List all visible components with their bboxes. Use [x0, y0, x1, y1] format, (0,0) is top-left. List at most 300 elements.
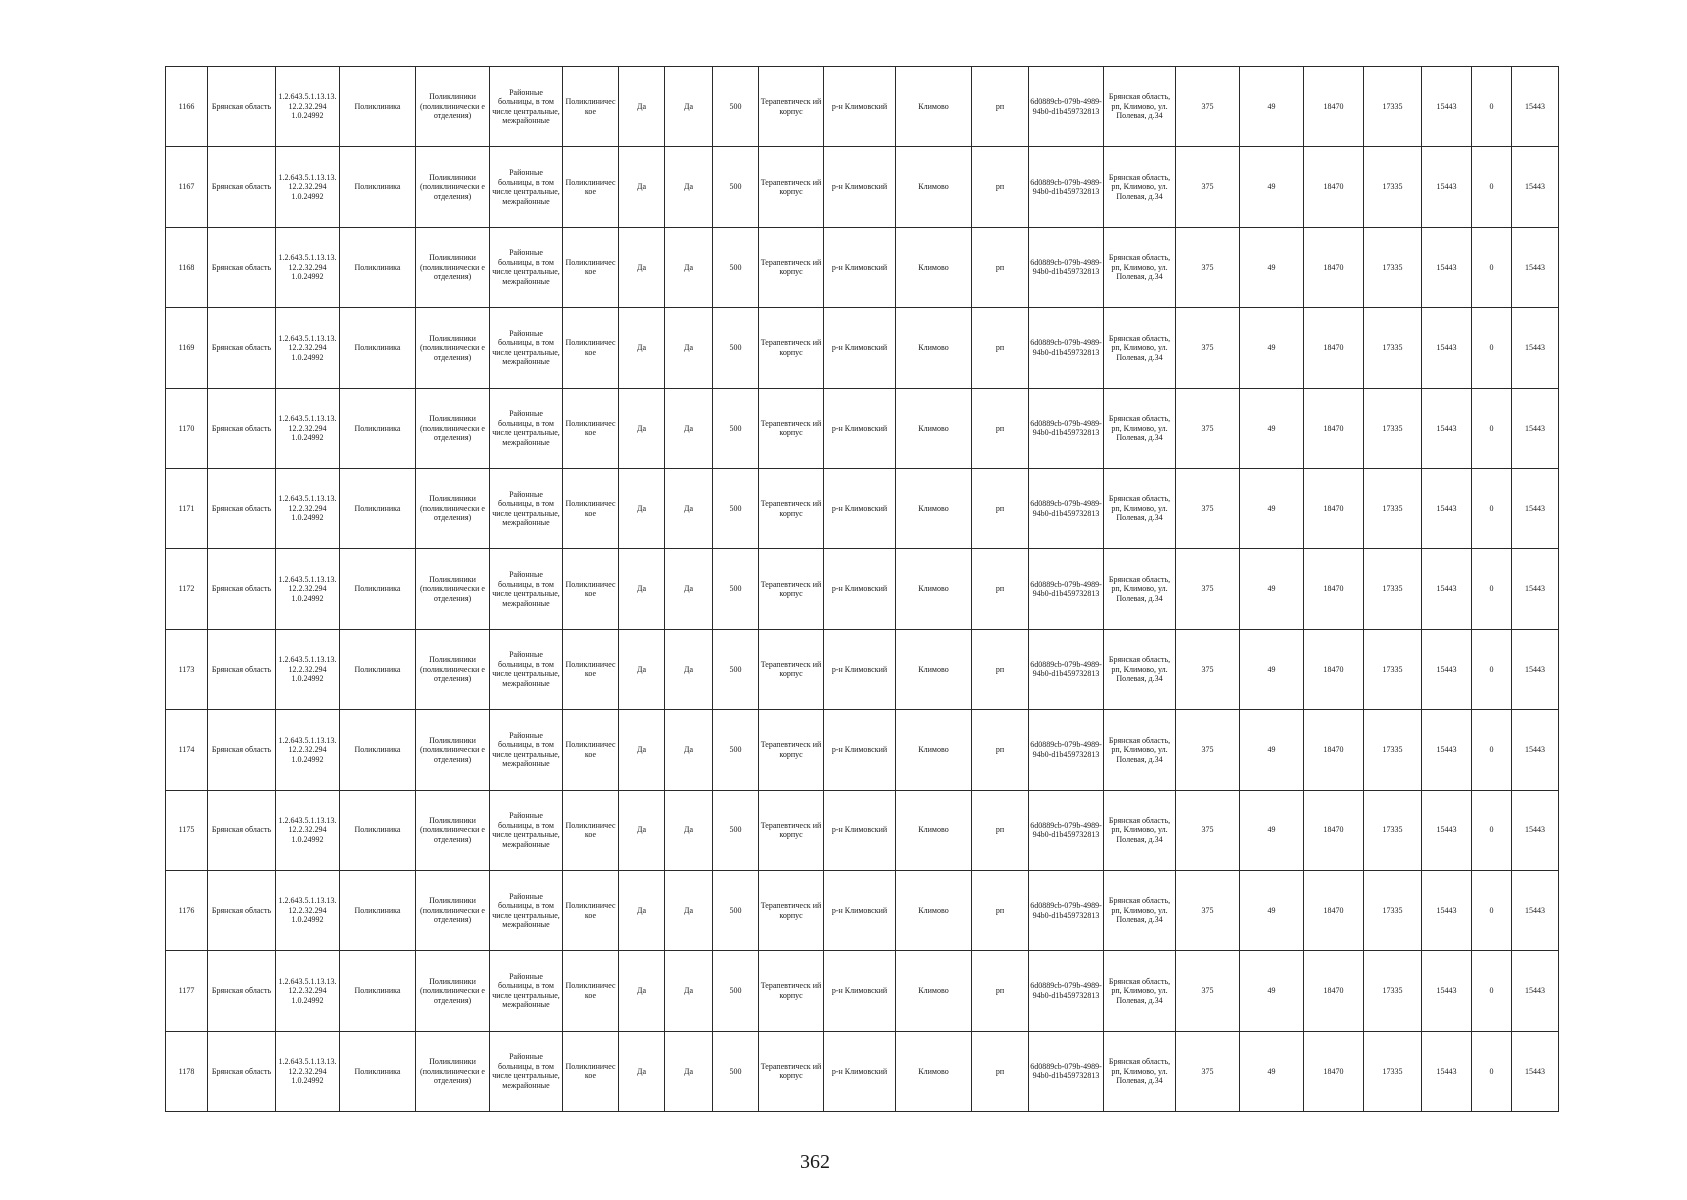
cell-subdivision-type: Поликлиники (поликлинически е отделения) — [416, 227, 490, 307]
cell-settlement-type: рп — [972, 308, 1029, 388]
cell-oid: 1.2.643.5.1.13.13.12.2.32.294 1.0.24992 — [276, 1031, 340, 1111]
cell-flag-1: Да — [619, 147, 665, 227]
cell-fias-guid: 6d0889cb-079b-4989-94b0-d1b459732813 — [1029, 227, 1104, 307]
cell-address: Брянская область, рп, Климово, ул. Полевая, д.34 — [1104, 629, 1176, 709]
table-row — [166, 710, 1559, 790]
cell-value-7: 15443 — [1512, 710, 1559, 790]
cell-value-6: 0 — [1472, 951, 1512, 1031]
cell-settlement-type: рп — [972, 790, 1029, 870]
cell-address: Брянская область, рп, Климово, ул. Полевая, д.34 — [1104, 1031, 1176, 1111]
cell-oid: 1.2.643.5.1.13.13.12.2.32.294 1.0.24992 — [276, 629, 340, 709]
cell-region: Брянская область — [208, 549, 276, 629]
cell-address: Брянская область, рп, Климово, ул. Полевая, д.34 — [1104, 790, 1176, 870]
cell-building: Терапевтическ ий корпус — [759, 227, 824, 307]
cell-region: Брянская область — [208, 951, 276, 1031]
cell-value-2: 49 — [1240, 147, 1304, 227]
cell-value-7: 15443 — [1512, 549, 1559, 629]
cell-value-3: 18470 — [1304, 549, 1364, 629]
cell-subdivision-type: Поликлиники (поликлинически е отделения) — [416, 951, 490, 1031]
cell-value-6: 0 — [1472, 388, 1512, 468]
cell-value-4: 17335 — [1364, 388, 1422, 468]
cell-oid: 1.2.643.5.1.13.13.12.2.32.294 1.0.24992 — [276, 308, 340, 388]
cell-value-5: 15443 — [1422, 549, 1472, 629]
cell-flag-1: Да — [619, 468, 665, 548]
cell-building: Терапевтическ ий корпус — [759, 67, 824, 147]
cell-address: Брянская область, рп, Климово, ул. Полевая, д.34 — [1104, 468, 1176, 548]
cell-subdivision-type: Поликлиники (поликлинически е отделения) — [416, 629, 490, 709]
cell-value-4: 17335 — [1364, 227, 1422, 307]
cell-value-6: 0 — [1472, 549, 1512, 629]
cell-hospital-category: Районные больницы, в том числе центральные, межрайонные — [490, 1031, 563, 1111]
cell-capacity: 500 — [713, 67, 759, 147]
cell-value-5: 15443 — [1422, 227, 1472, 307]
cell-value-1: 375 — [1176, 870, 1240, 950]
cell-region: Брянская область — [208, 147, 276, 227]
table-row — [166, 1031, 1559, 1111]
cell-org-type: Поликлиника — [340, 951, 416, 1031]
cell-value-2: 49 — [1240, 870, 1304, 950]
cell-value-1: 375 — [1176, 468, 1240, 548]
cell-value-6: 0 — [1472, 710, 1512, 790]
cell-value-4: 17335 — [1364, 308, 1422, 388]
cell-capacity: 500 — [713, 1031, 759, 1111]
cell-org-type: Поликлиника — [340, 549, 416, 629]
cell-building: Терапевтическ ий корпус — [759, 790, 824, 870]
cell-district: р-н Климовский — [824, 951, 896, 1031]
cell-flag-2: Да — [665, 468, 713, 548]
cell-oid: 1.2.643.5.1.13.13.12.2.32.294 1.0.24992 — [276, 388, 340, 468]
cell-value-4: 17335 — [1364, 1031, 1422, 1111]
cell-row-number: 1169 — [166, 308, 208, 388]
cell-district: р-н Климовский — [824, 790, 896, 870]
cell-fias-guid: 6d0889cb-079b-4989-94b0-d1b459732813 — [1029, 629, 1104, 709]
cell-region: Брянская область — [208, 227, 276, 307]
cell-hospital-category: Районные больницы, в том числе центральные, межрайонные — [490, 308, 563, 388]
cell-value-1: 375 — [1176, 710, 1240, 790]
cell-value-3: 18470 — [1304, 1031, 1364, 1111]
cell-value-4: 17335 — [1364, 549, 1422, 629]
cell-district: р-н Климовский — [824, 227, 896, 307]
cell-value-6: 0 — [1472, 870, 1512, 950]
cell-row-number: 1178 — [166, 1031, 208, 1111]
cell-district: р-н Климовский — [824, 549, 896, 629]
cell-flag-1: Да — [619, 67, 665, 147]
cell-department-type: Поликлиничес кое — [563, 629, 619, 709]
cell-row-number: 1168 — [166, 227, 208, 307]
cell-settlement-type: рп — [972, 951, 1029, 1031]
table-row — [166, 790, 1559, 870]
cell-fias-guid: 6d0889cb-079b-4989-94b0-d1b459732813 — [1029, 870, 1104, 950]
cell-subdivision-type: Поликлиники (поликлинически е отделения) — [416, 549, 490, 629]
cell-value-4: 17335 — [1364, 790, 1422, 870]
cell-value-5: 15443 — [1422, 1031, 1472, 1111]
cell-value-2: 49 — [1240, 388, 1304, 468]
cell-flag-2: Да — [665, 710, 713, 790]
cell-capacity: 500 — [713, 870, 759, 950]
cell-row-number: 1174 — [166, 710, 208, 790]
table-row — [166, 147, 1559, 227]
cell-district: р-н Климовский — [824, 710, 896, 790]
cell-value-6: 0 — [1472, 629, 1512, 709]
cell-department-type: Поликлиничес кое — [563, 790, 619, 870]
cell-value-4: 17335 — [1364, 147, 1422, 227]
cell-value-2: 49 — [1240, 951, 1304, 1031]
cell-hospital-category: Районные больницы, в том числе центральные, межрайонные — [490, 549, 563, 629]
cell-value-4: 17335 — [1364, 710, 1422, 790]
cell-address: Брянская область, рп, Климово, ул. Полевая, д.34 — [1104, 147, 1176, 227]
cell-value-6: 0 — [1472, 227, 1512, 307]
cell-value-4: 17335 — [1364, 629, 1422, 709]
cell-value-2: 49 — [1240, 468, 1304, 548]
cell-capacity: 500 — [713, 227, 759, 307]
cell-fias-guid: 6d0889cb-079b-4989-94b0-d1b459732813 — [1029, 468, 1104, 548]
cell-org-type: Поликлиника — [340, 308, 416, 388]
cell-value-5: 15443 — [1422, 67, 1472, 147]
cell-value-1: 375 — [1176, 951, 1240, 1031]
cell-value-6: 0 — [1472, 67, 1512, 147]
cell-capacity: 500 — [713, 308, 759, 388]
cell-org-type: Поликлиника — [340, 629, 416, 709]
cell-value-2: 49 — [1240, 227, 1304, 307]
cell-settlement: Климово — [896, 790, 972, 870]
cell-hospital-category: Районные больницы, в том числе центральные, межрайонные — [490, 468, 563, 548]
cell-value-1: 375 — [1176, 67, 1240, 147]
table-row — [166, 549, 1559, 629]
cell-department-type: Поликлиничес кое — [563, 1031, 619, 1111]
cell-oid: 1.2.643.5.1.13.13.12.2.32.294 1.0.24992 — [276, 67, 340, 147]
cell-row-number: 1171 — [166, 468, 208, 548]
registry-table-body — [166, 67, 1559, 1112]
cell-value-7: 15443 — [1512, 1031, 1559, 1111]
cell-flag-2: Да — [665, 790, 713, 870]
cell-org-type: Поликлиника — [340, 67, 416, 147]
cell-org-type: Поликлиника — [340, 1031, 416, 1111]
cell-row-number: 1175 — [166, 790, 208, 870]
cell-building: Терапевтическ ий корпус — [759, 308, 824, 388]
table-row — [166, 67, 1559, 147]
registry-table — [165, 66, 1559, 1112]
cell-org-type: Поликлиника — [340, 227, 416, 307]
cell-settlement: Климово — [896, 388, 972, 468]
cell-flag-1: Да — [619, 227, 665, 307]
cell-settlement-type: рп — [972, 710, 1029, 790]
cell-value-3: 18470 — [1304, 468, 1364, 548]
cell-value-7: 15443 — [1512, 147, 1559, 227]
cell-settlement-type: рп — [972, 388, 1029, 468]
cell-department-type: Поликлиничес кое — [563, 388, 619, 468]
page-number: 362 — [800, 1151, 830, 1173]
cell-settlement-type: рп — [972, 870, 1029, 950]
cell-fias-guid: 6d0889cb-079b-4989-94b0-d1b459732813 — [1029, 308, 1104, 388]
cell-hospital-category: Районные больницы, в том числе центральные, межрайонные — [490, 629, 563, 709]
cell-address: Брянская область, рп, Климово, ул. Полевая, д.34 — [1104, 308, 1176, 388]
cell-value-3: 18470 — [1304, 67, 1364, 147]
cell-department-type: Поликлиничес кое — [563, 227, 619, 307]
cell-value-3: 18470 — [1304, 710, 1364, 790]
cell-oid: 1.2.643.5.1.13.13.12.2.32.294 1.0.24992 — [276, 710, 340, 790]
cell-fias-guid: 6d0889cb-079b-4989-94b0-d1b459732813 — [1029, 549, 1104, 629]
cell-settlement: Климово — [896, 710, 972, 790]
cell-flag-2: Да — [665, 227, 713, 307]
cell-subdivision-type: Поликлиники (поликлинически е отделения) — [416, 468, 490, 548]
cell-value-7: 15443 — [1512, 951, 1559, 1031]
cell-value-5: 15443 — [1422, 468, 1472, 548]
cell-subdivision-type: Поликлиники (поликлинически е отделения) — [416, 388, 490, 468]
cell-settlement-type: рп — [972, 227, 1029, 307]
cell-district: р-н Климовский — [824, 67, 896, 147]
cell-value-5: 15443 — [1422, 710, 1472, 790]
cell-department-type: Поликлиничес кое — [563, 468, 619, 548]
cell-value-1: 375 — [1176, 308, 1240, 388]
cell-flag-1: Да — [619, 549, 665, 629]
cell-settlement: Климово — [896, 951, 972, 1031]
cell-settlement: Климово — [896, 227, 972, 307]
cell-hospital-category: Районные больницы, в том числе центральные, межрайонные — [490, 710, 563, 790]
cell-row-number: 1166 — [166, 67, 208, 147]
cell-hospital-category: Районные больницы, в том числе центральные, межрайонные — [490, 227, 563, 307]
cell-value-5: 15443 — [1422, 308, 1472, 388]
cell-settlement: Климово — [896, 67, 972, 147]
table-row — [166, 468, 1559, 548]
cell-settlement: Климово — [896, 629, 972, 709]
cell-flag-2: Да — [665, 870, 713, 950]
cell-address: Брянская область, рп, Климово, ул. Полевая, д.34 — [1104, 67, 1176, 147]
cell-building: Терапевтическ ий корпус — [759, 629, 824, 709]
cell-flag-2: Да — [665, 951, 713, 1031]
cell-address: Брянская область, рп, Климово, ул. Полевая, д.34 — [1104, 710, 1176, 790]
cell-settlement-type: рп — [972, 549, 1029, 629]
cell-settlement-type: рп — [972, 468, 1029, 548]
cell-row-number: 1173 — [166, 629, 208, 709]
cell-flag-1: Да — [619, 1031, 665, 1111]
cell-capacity: 500 — [713, 951, 759, 1031]
cell-fias-guid: 6d0889cb-079b-4989-94b0-d1b459732813 — [1029, 951, 1104, 1031]
cell-flag-2: Да — [665, 629, 713, 709]
cell-fias-guid: 6d0889cb-079b-4989-94b0-d1b459732813 — [1029, 388, 1104, 468]
cell-hospital-category: Районные больницы, в том числе центральные, межрайонные — [490, 951, 563, 1031]
cell-department-type: Поликлиничес кое — [563, 308, 619, 388]
table-row — [166, 308, 1559, 388]
cell-row-number: 1167 — [166, 147, 208, 227]
cell-district: р-н Климовский — [824, 1031, 896, 1111]
cell-value-7: 15443 — [1512, 67, 1559, 147]
cell-address: Брянская область, рп, Климово, ул. Полевая, д.34 — [1104, 388, 1176, 468]
cell-org-type: Поликлиника — [340, 468, 416, 548]
cell-value-7: 15443 — [1512, 308, 1559, 388]
cell-capacity: 500 — [713, 790, 759, 870]
cell-value-3: 18470 — [1304, 629, 1364, 709]
cell-fias-guid: 6d0889cb-079b-4989-94b0-d1b459732813 — [1029, 67, 1104, 147]
cell-capacity: 500 — [713, 710, 759, 790]
cell-value-3: 18470 — [1304, 870, 1364, 950]
table-row — [166, 951, 1559, 1031]
cell-value-4: 17335 — [1364, 870, 1422, 950]
cell-value-6: 0 — [1472, 308, 1512, 388]
cell-value-3: 18470 — [1304, 951, 1364, 1031]
cell-value-1: 375 — [1176, 790, 1240, 870]
cell-settlement-type: рп — [972, 147, 1029, 227]
cell-value-1: 375 — [1176, 388, 1240, 468]
cell-oid: 1.2.643.5.1.13.13.12.2.32.294 1.0.24992 — [276, 870, 340, 950]
cell-org-type: Поликлиника — [340, 710, 416, 790]
cell-capacity: 500 — [713, 147, 759, 227]
cell-hospital-category: Районные больницы, в том числе центральные, межрайонные — [490, 147, 563, 227]
cell-org-type: Поликлиника — [340, 147, 416, 227]
cell-department-type: Поликлиничес кое — [563, 67, 619, 147]
cell-flag-2: Да — [665, 388, 713, 468]
cell-flag-1: Да — [619, 790, 665, 870]
cell-district: р-н Климовский — [824, 308, 896, 388]
cell-hospital-category: Районные больницы, в том числе центральные, межрайонные — [490, 790, 563, 870]
cell-row-number: 1172 — [166, 549, 208, 629]
cell-department-type: Поликлиничес кое — [563, 549, 619, 629]
table-row — [166, 388, 1559, 468]
cell-value-5: 15443 — [1422, 388, 1472, 468]
cell-org-type: Поликлиника — [340, 790, 416, 870]
cell-value-5: 15443 — [1422, 870, 1472, 950]
cell-region: Брянская область — [208, 790, 276, 870]
cell-region: Брянская область — [208, 67, 276, 147]
cell-value-5: 15443 — [1422, 147, 1472, 227]
cell-fias-guid: 6d0889cb-079b-4989-94b0-d1b459732813 — [1029, 710, 1104, 790]
cell-subdivision-type: Поликлиники (поликлинически е отделения) — [416, 1031, 490, 1111]
cell-value-1: 375 — [1176, 549, 1240, 629]
cell-region: Брянская область — [208, 710, 276, 790]
cell-row-number: 1177 — [166, 951, 208, 1031]
cell-building: Терапевтическ ий корпус — [759, 710, 824, 790]
cell-value-4: 17335 — [1364, 951, 1422, 1031]
cell-address: Брянская область, рп, Климово, ул. Полевая, д.34 — [1104, 227, 1176, 307]
cell-value-2: 49 — [1240, 710, 1304, 790]
cell-value-6: 0 — [1472, 147, 1512, 227]
cell-value-5: 15443 — [1422, 951, 1472, 1031]
cell-settlement: Климово — [896, 1031, 972, 1111]
cell-district: р-н Климовский — [824, 629, 896, 709]
cell-value-3: 18470 — [1304, 790, 1364, 870]
cell-subdivision-type: Поликлиники (поликлинически е отделения) — [416, 870, 490, 950]
cell-settlement: Климово — [896, 870, 972, 950]
cell-value-2: 49 — [1240, 549, 1304, 629]
cell-oid: 1.2.643.5.1.13.13.12.2.32.294 1.0.24992 — [276, 147, 340, 227]
cell-oid: 1.2.643.5.1.13.13.12.2.32.294 1.0.24992 — [276, 951, 340, 1031]
cell-capacity: 500 — [713, 468, 759, 548]
cell-address: Брянская область, рп, Климово, ул. Полевая, д.34 — [1104, 549, 1176, 629]
cell-value-2: 49 — [1240, 1031, 1304, 1111]
cell-value-1: 375 — [1176, 629, 1240, 709]
cell-department-type: Поликлиничес кое — [563, 870, 619, 950]
cell-settlement: Климово — [896, 468, 972, 548]
cell-settlement: Климово — [896, 549, 972, 629]
cell-settlement-type: рп — [972, 1031, 1029, 1111]
cell-value-2: 49 — [1240, 67, 1304, 147]
cell-value-3: 18470 — [1304, 227, 1364, 307]
cell-oid: 1.2.643.5.1.13.13.12.2.32.294 1.0.24992 — [276, 790, 340, 870]
cell-district: р-н Климовский — [824, 468, 896, 548]
cell-building: Терапевтическ ий корпус — [759, 147, 824, 227]
cell-hospital-category: Районные больницы, в том числе центральные, межрайонные — [490, 388, 563, 468]
cell-district: р-н Климовский — [824, 870, 896, 950]
cell-hospital-category: Районные больницы, в том числе центральные, межрайонные — [490, 67, 563, 147]
cell-flag-2: Да — [665, 308, 713, 388]
table-row — [166, 629, 1559, 709]
cell-building: Терапевтическ ий корпус — [759, 388, 824, 468]
cell-building: Терапевтическ ий корпус — [759, 1031, 824, 1111]
cell-value-6: 0 — [1472, 1031, 1512, 1111]
cell-region: Брянская область — [208, 870, 276, 950]
cell-value-1: 375 — [1176, 147, 1240, 227]
cell-flag-1: Да — [619, 951, 665, 1031]
cell-settlement: Климово — [896, 308, 972, 388]
cell-value-7: 15443 — [1512, 468, 1559, 548]
cell-subdivision-type: Поликлиники (поликлинически е отделения) — [416, 147, 490, 227]
cell-value-4: 17335 — [1364, 468, 1422, 548]
cell-department-type: Поликлиничес кое — [563, 710, 619, 790]
cell-region: Брянская область — [208, 629, 276, 709]
cell-value-1: 375 — [1176, 227, 1240, 307]
table-row — [166, 870, 1559, 950]
cell-org-type: Поликлиника — [340, 870, 416, 950]
cell-flag-2: Да — [665, 549, 713, 629]
cell-flag-1: Да — [619, 710, 665, 790]
cell-department-type: Поликлиничес кое — [563, 951, 619, 1031]
cell-capacity: 500 — [713, 549, 759, 629]
cell-value-7: 15443 — [1512, 629, 1559, 709]
cell-region: Брянская область — [208, 308, 276, 388]
cell-building: Терапевтическ ий корпус — [759, 549, 824, 629]
cell-value-2: 49 — [1240, 790, 1304, 870]
cell-flag-2: Да — [665, 147, 713, 227]
cell-value-7: 15443 — [1512, 790, 1559, 870]
cell-fias-guid: 6d0889cb-079b-4989-94b0-d1b459732813 — [1029, 790, 1104, 870]
cell-region: Брянская область — [208, 1031, 276, 1111]
cell-value-5: 15443 — [1422, 629, 1472, 709]
cell-capacity: 500 — [713, 388, 759, 468]
table-row — [166, 227, 1559, 307]
cell-subdivision-type: Поликлиники (поликлинически е отделения) — [416, 710, 490, 790]
cell-subdivision-type: Поликлиники (поликлинически е отделения) — [416, 308, 490, 388]
cell-subdivision-type: Поликлиники (поликлинически е отделения) — [416, 67, 490, 147]
registry-table-container — [165, 66, 1545, 1112]
cell-address: Брянская область, рп, Климово, ул. Полевая, д.34 — [1104, 951, 1176, 1031]
cell-value-7: 15443 — [1512, 227, 1559, 307]
cell-region: Брянская область — [208, 388, 276, 468]
cell-building: Терапевтическ ий корпус — [759, 870, 824, 950]
cell-flag-2: Да — [665, 1031, 713, 1111]
cell-fias-guid: 6d0889cb-079b-4989-94b0-d1b459732813 — [1029, 147, 1104, 227]
cell-value-5: 15443 — [1422, 790, 1472, 870]
cell-value-3: 18470 — [1304, 147, 1364, 227]
cell-building: Терапевтическ ий корпус — [759, 468, 824, 548]
cell-value-6: 0 — [1472, 468, 1512, 548]
cell-capacity: 500 — [713, 629, 759, 709]
cell-value-7: 15443 — [1512, 388, 1559, 468]
cell-fias-guid: 6d0889cb-079b-4989-94b0-d1b459732813 — [1029, 1031, 1104, 1111]
cell-row-number: 1176 — [166, 870, 208, 950]
cell-district: р-н Климовский — [824, 388, 896, 468]
cell-oid: 1.2.643.5.1.13.13.12.2.32.294 1.0.24992 — [276, 468, 340, 548]
cell-value-6: 0 — [1472, 790, 1512, 870]
cell-value-7: 15443 — [1512, 870, 1559, 950]
cell-value-1: 375 — [1176, 1031, 1240, 1111]
cell-flag-2: Да — [665, 67, 713, 147]
cell-org-type: Поликлиника — [340, 388, 416, 468]
cell-value-4: 17335 — [1364, 67, 1422, 147]
cell-settlement-type: рп — [972, 67, 1029, 147]
cell-building: Терапевтическ ий корпус — [759, 951, 824, 1031]
cell-row-number: 1170 — [166, 388, 208, 468]
cell-settlement: Климово — [896, 147, 972, 227]
cell-oid: 1.2.643.5.1.13.13.12.2.32.294 1.0.24992 — [276, 549, 340, 629]
